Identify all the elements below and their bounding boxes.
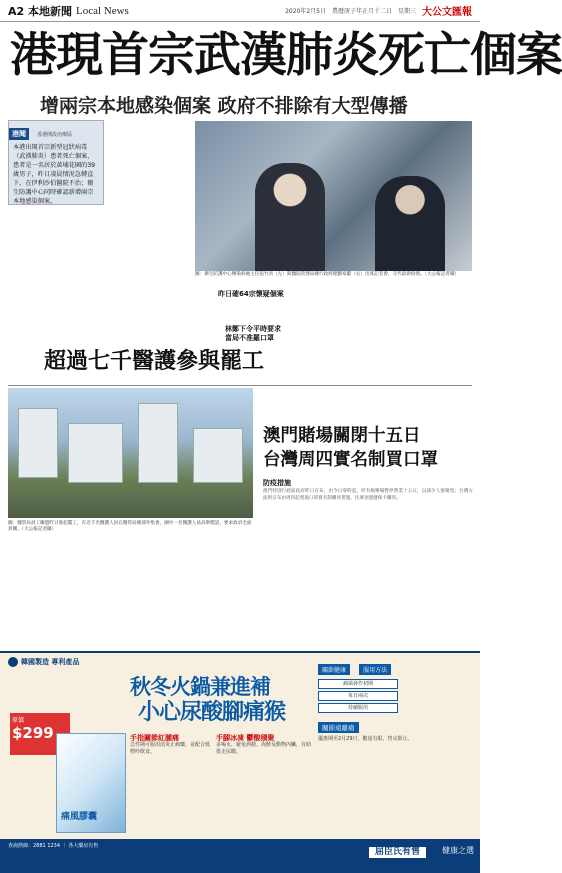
section-label: A2 本地新聞 <box>8 4 72 18</box>
ad-title-1: 秋冬火鍋兼進補 <box>130 674 270 699</box>
subsection-heading-1: 昨日確64宗懷疑個案 <box>218 290 284 298</box>
section3-headline-line2: 台灣周四實名制買口罩 <box>263 450 438 470</box>
advertisement <box>0 651 480 873</box>
ad-info-1: 手指關節紅腫痛 急性期可服用消炎止痛藥，並配合低嘌呤飲食。 <box>130 734 211 755</box>
product-box <box>56 733 126 833</box>
section3-headline <box>263 424 473 472</box>
lead-text: 本港出現首宗新型冠狀病毒（武漢肺炎）患者死亡個案，患者是一名居於黃埔花園的39歲男子，昨日凌晨情況急轉直下，在伊利沙伯醫院不治；衛生防護中心同時確認新增兩宗本地感染個案。 <box>13 144 96 205</box>
ad-clinic-text: 優惠期至2月29日，數量有限，售完即止。 <box>318 736 413 742</box>
article-column-5 <box>378 285 472 380</box>
divider <box>8 385 472 386</box>
strike-photo-caption: 圖：醫管局員工聯盟昨日發起罷工，有近千名醫護人員在醫管局總部外集會。圖中一名醫護人員高舉標語，要求政府全面封關。（大公報記者攝） <box>8 521 252 532</box>
ad-footer: 查詢熱線：2881 1234 ｜ 各大藥房有售 屈臣氏有售 健康之選 <box>0 839 480 873</box>
page-header <box>0 0 480 22</box>
strike-photo <box>8 388 253 518</box>
article-column-7 <box>132 535 252 647</box>
product-label: 痛風膠囊 <box>61 812 98 822</box>
section3-tag: 防疫措施 <box>263 479 291 487</box>
subsection-heading-2: 林鄭下令平時要求當局不准羅口罩 <box>225 325 281 342</box>
ad-brand: 韓國製造 專利產品 <box>8 657 79 667</box>
issue-date: 2020年2月5日 農曆庚子年正月十二日 星期三 <box>285 8 416 15</box>
press-conference-photo <box>195 121 472 271</box>
ad-title-2: 小心尿酸腳痛猴 <box>138 699 286 725</box>
ad-flow: 痛風發作初期 每日兩次 持續服用 <box>318 679 474 713</box>
section-label-en: Local News <box>76 4 129 17</box>
section3-headline-line1: 澳門賭場關閉十五日 <box>263 426 421 446</box>
article-column-6 <box>8 535 128 647</box>
ad-section: 關節遠離痛 <box>318 722 359 733</box>
main-headline: 港現首宗武漢肺炎死亡個案 <box>10 28 562 83</box>
newspaper-logo: 大公文匯報 <box>422 7 472 18</box>
section-tag-sub: 香港開設治療區 <box>37 132 73 138</box>
section3-text: 澳門特別行政區政府昨日宣布，由今日零時起，所有娛樂場暫停營業十五日，以減少人群聚集；台灣方面則宣布由周四起實施口罩實名制購買措施，民眾須憑健保卡購買。 <box>263 489 473 501</box>
lead-box <box>8 120 104 205</box>
ad-tab-2: 服用方法 <box>359 664 391 675</box>
ad-info-2: 手腳冰凍 鬱酸積聚 多喝水，避免酒精、海鮮及動物內臟，有助排走尿酸。 <box>216 734 312 755</box>
ad-right-panel <box>318 657 474 845</box>
section-tag: 港聞 <box>9 128 29 140</box>
section2-headline: 超過七千醫護參與罷工 <box>44 348 265 374</box>
photo-caption: 圖：衛生防護中心傳染病處主任張竹君（左）與醫院管理局總行政經理劉家獻（右）出席記者會，交代最新疫情。（大公報記者攝） <box>195 272 460 277</box>
retailer-badge: 屈臣氏有售 <box>369 847 426 858</box>
retailer-logo: 健康之選 <box>442 846 474 855</box>
speaker-right <box>375 176 445 271</box>
ad-price-tag: 原價 $299 <box>10 713 70 755</box>
article-column-4 <box>285 285 375 380</box>
main-subheadline: 增兩宗本地感染個案 政府不排除有大型傳播 <box>40 95 408 117</box>
speaker-left <box>255 163 325 271</box>
ad-tab-1: 關節健康 <box>318 664 350 675</box>
brand-logo-icon <box>8 657 18 667</box>
